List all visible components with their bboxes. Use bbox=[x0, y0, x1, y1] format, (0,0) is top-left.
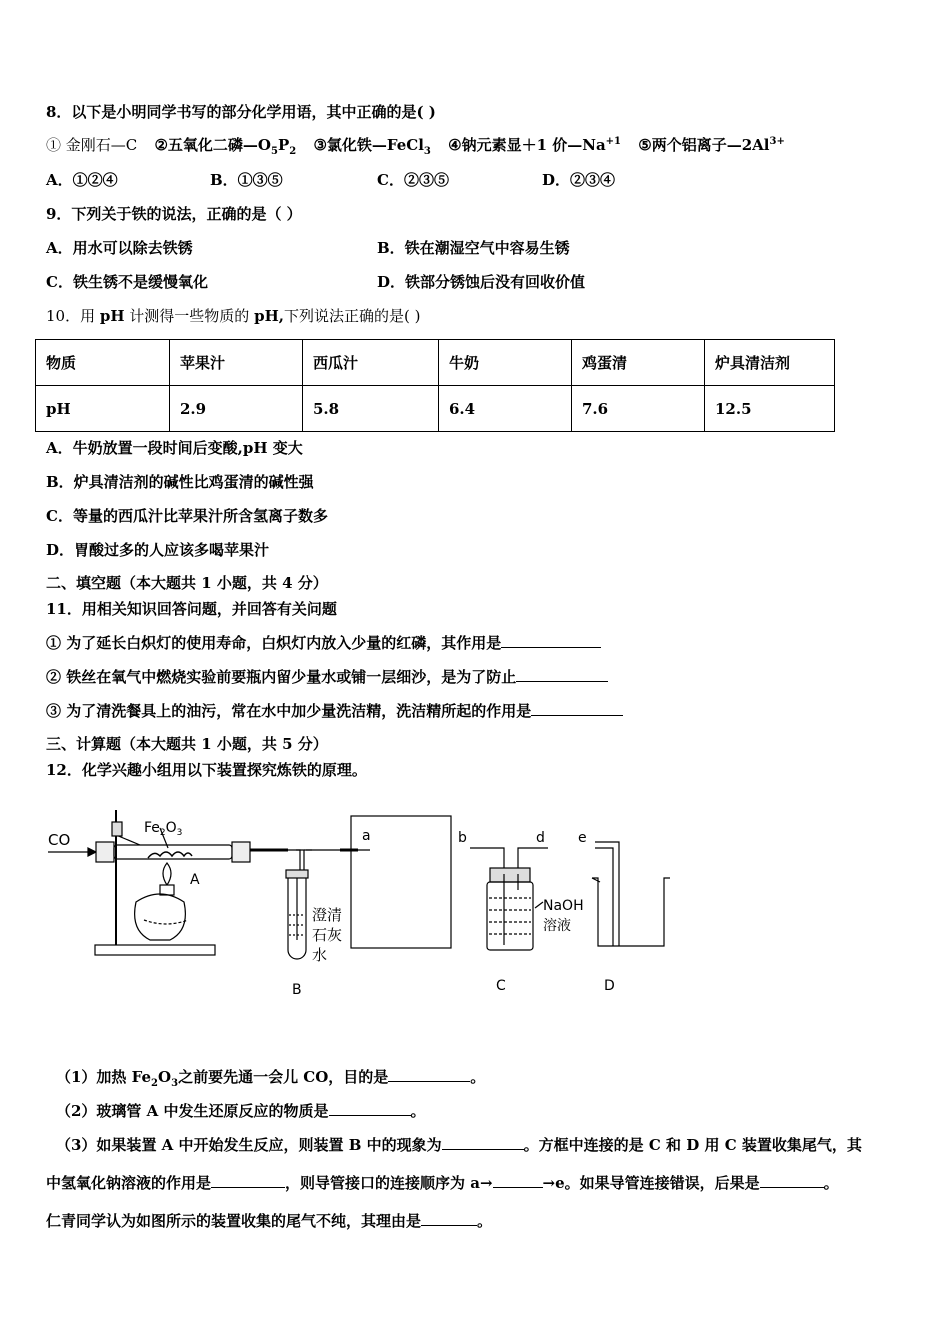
q8-item-3: ③氯化铁—FeCl$_3$ bbox=[313, 136, 431, 157]
q11-part-3: ③ 为了清洗餐具上的油污，常在水中加少量洗洁精，洗洁精所起的作用是 bbox=[46, 701, 623, 721]
q8-stem: 8．以下是小明同学书写的部分化学用语，其中正确的是( ) bbox=[46, 103, 436, 121]
answer-blank[interactable] bbox=[211, 1173, 285, 1188]
q11-stem: 11．用相关知识回答问题，并回答有关问题 bbox=[46, 600, 337, 618]
glass-tube-a bbox=[114, 845, 232, 859]
apparatus-b-label: B bbox=[292, 982, 302, 998]
answer-blank[interactable] bbox=[760, 1173, 824, 1188]
solution-label: 溶液 bbox=[543, 918, 571, 934]
limewater-label-2: 石灰 bbox=[312, 926, 343, 944]
answer-blank[interactable] bbox=[442, 1135, 524, 1150]
stand-base bbox=[95, 945, 215, 955]
q12-sub-3-line-1: （3）如果装置 A 中开始发生反应，则装置 B 中的现象为 。方框中连接的是 C 和 D 用 C 装置收集尾气，其 bbox=[56, 1136, 862, 1154]
q9-option-c: C．铁生锈不是缓慢氧化 bbox=[46, 273, 208, 291]
stopper-left bbox=[96, 842, 114, 862]
limewater-label-1: 澄清 bbox=[312, 906, 343, 924]
alcohol-lamp bbox=[135, 894, 186, 940]
q10-stem: 10．用 pH 计测得一些物质的 pH,下列说法正确的是( ) bbox=[46, 307, 421, 325]
answer-blank[interactable] bbox=[516, 667, 608, 682]
table-cell: 牛奶 bbox=[439, 340, 572, 386]
apparatus-a-label: A bbox=[190, 872, 200, 888]
naoh-label: NaOH bbox=[543, 898, 584, 914]
co-label: CO bbox=[48, 831, 71, 849]
answer-blank[interactable] bbox=[388, 1067, 470, 1082]
table-cell: 鸡蛋清 bbox=[572, 340, 705, 386]
table-cell: 炉具清洁剂 bbox=[705, 340, 835, 386]
answer-blank[interactable] bbox=[501, 633, 601, 648]
q8-option-d: D．②③④ bbox=[542, 171, 616, 189]
q11-part-2: ② 铁丝在氧气中燃烧实验前要瓶内留少量水或铺一层细沙，是为了防止 bbox=[46, 667, 608, 687]
port-a-label: a bbox=[362, 828, 371, 844]
ph-table bbox=[35, 339, 835, 432]
q8-option-a: A．①②④ bbox=[46, 171, 118, 189]
limewater-label-3: 水 bbox=[312, 946, 328, 964]
port-e-label: e bbox=[578, 830, 587, 846]
table-cell: 2.9 bbox=[170, 386, 303, 432]
table-cell: 12.5 bbox=[705, 386, 835, 432]
table-cell: 苹果汁 bbox=[170, 340, 303, 386]
fe2o3-powder bbox=[148, 852, 192, 858]
q8-item-1: ① 金刚石—C bbox=[46, 136, 138, 154]
q11-part-1: ① 为了延长白炽灯的使用寿命，白炽灯内放入少量的红磷，其作用是 bbox=[46, 633, 601, 653]
ph-table-row bbox=[36, 386, 835, 432]
answer-blank[interactable] bbox=[493, 1173, 543, 1188]
port-d-label: d bbox=[536, 830, 545, 846]
q12-stem: 12．化学兴趣小组用以下装置探究炼铁的原理。 bbox=[46, 761, 367, 779]
q12-sub-1: （1）加热 $Fe_2O_3$之前要先通一会儿 CO，目的是 。 bbox=[56, 1068, 486, 1089]
q8-option-c: C．②③⑤ bbox=[377, 171, 449, 189]
q8-item-5: ⑤两个铝离子$—2Al^{3+}$ bbox=[638, 136, 785, 154]
answer-blank[interactable] bbox=[329, 1101, 411, 1116]
apparatus-c-label: C bbox=[496, 978, 506, 994]
q10-option-b: B．炉具清洁剂的碱性比鸡蛋清的碱性强 bbox=[46, 473, 314, 491]
q8-item-2: ②五氧化二磷$—O_5P_2$ bbox=[154, 136, 297, 157]
table-cell: 5.8 bbox=[303, 386, 439, 432]
table-cell: 6.4 bbox=[439, 386, 572, 432]
q9-option-a: A．用水可以除去铁锈 bbox=[46, 239, 193, 257]
table-cell: 物质 bbox=[36, 340, 170, 386]
answer-blank[interactable] bbox=[531, 701, 623, 716]
section-2-title: 二、填空题（本大题共 1 小题，共 4 分） bbox=[46, 574, 328, 592]
iron-smelting-apparatus-diagram bbox=[40, 790, 680, 1005]
gas-bottle-c bbox=[487, 882, 533, 950]
q10-option-a: A．牛奶放置一段时间后变酸,pH 变大 bbox=[46, 439, 303, 457]
port-b-label: b bbox=[458, 830, 467, 846]
q8-items bbox=[46, 135, 785, 155]
bottle-c-stopper bbox=[490, 868, 530, 882]
q9-option-b: B．铁在潮湿空气中容易生锈 bbox=[377, 239, 570, 257]
apparatus-d-label: D bbox=[604, 978, 615, 994]
q8-item-4: ④钠元素显＋1 价$—Na^{+1}$ bbox=[448, 136, 622, 154]
q10-option-d: D．胃酸过多的人应该多喝苹果汁 bbox=[46, 541, 270, 559]
section-3-title: 三、计算题（本大题共 1 小题，共 5 分） bbox=[46, 735, 328, 753]
q12-sub-3-line-3: 仁青同学认为如图所示的装置收集的尾气不纯，其理由是 。 bbox=[46, 1212, 493, 1230]
q8-option-b: B．①③⑤ bbox=[210, 171, 283, 189]
table-cell: 7.6 bbox=[572, 386, 705, 432]
stopper-right bbox=[232, 842, 250, 862]
q12-sub-2: （2）玻璃管 A 中发生还原反应的物质是 。 bbox=[56, 1102, 426, 1120]
flame bbox=[163, 863, 171, 885]
q9-stem: 9．下列关于铁的说法，正确的是（ ） bbox=[46, 205, 302, 223]
q9-option-d: D．铁部分锈蚀后没有回收价值 bbox=[377, 273, 586, 291]
beaker-d bbox=[592, 878, 670, 946]
ph-table-header bbox=[36, 340, 835, 386]
q12-sub-3-line-2: 中氢氧化钠溶液的作用是 ，则导管接口的连接顺序为 a→ →e。如果导管连接错误，后果是 。 bbox=[46, 1174, 839, 1192]
table-cell: 西瓜汁 bbox=[303, 340, 439, 386]
answer-blank[interactable] bbox=[421, 1211, 477, 1226]
fe2o3-label: $Fe_2O_3$ bbox=[144, 820, 183, 838]
q10-option-c: C．等量的西瓜汁比苹果汁所含氢离子数多 bbox=[46, 507, 328, 525]
table-cell: pH bbox=[36, 386, 170, 432]
